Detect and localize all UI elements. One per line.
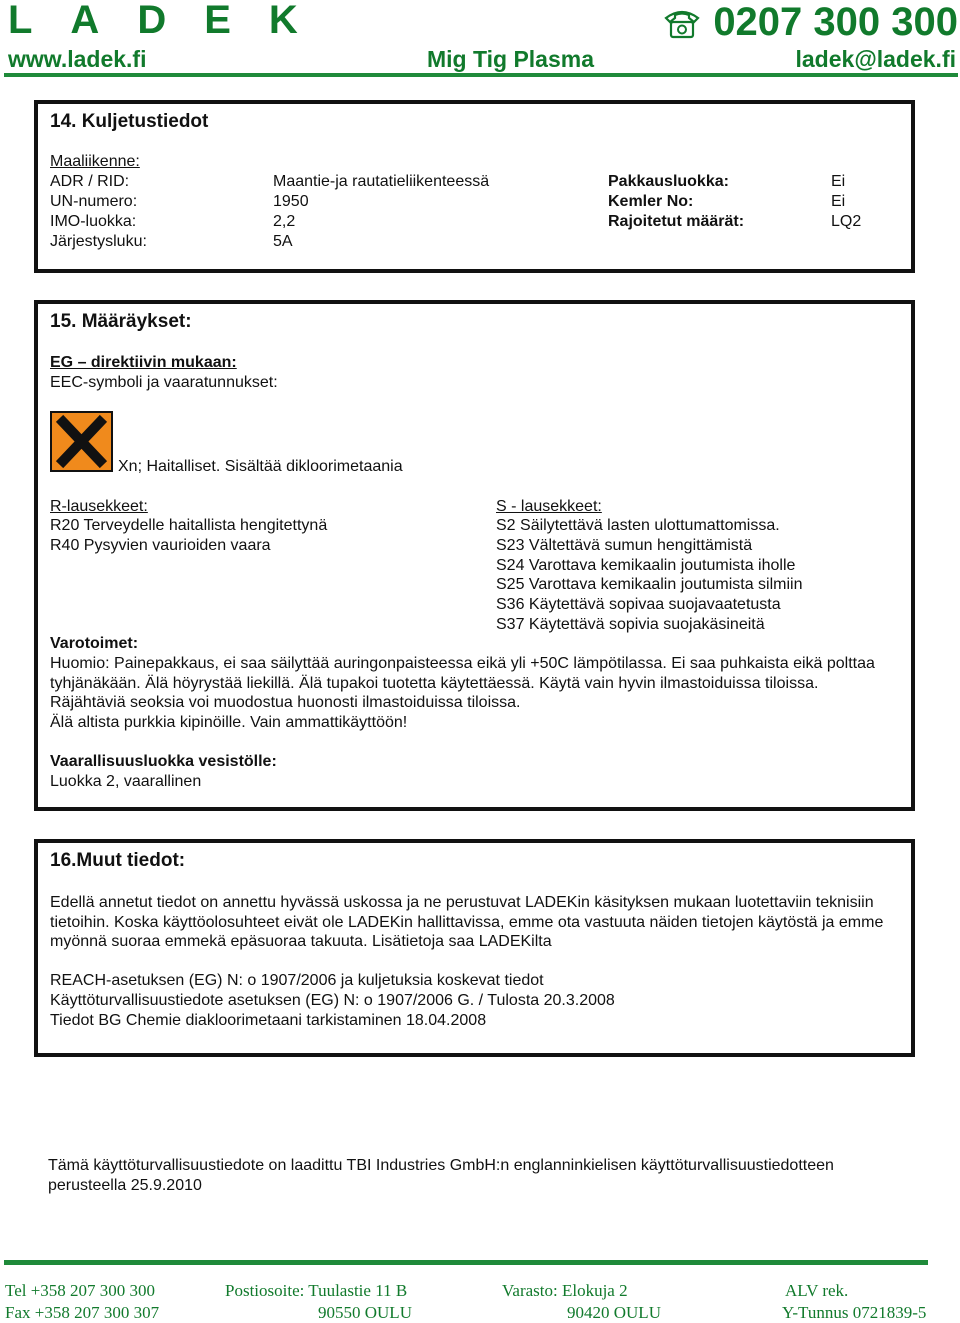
row-value2: Ei [831,193,846,210]
section-14-subheading: Maaliikenne: [50,153,140,170]
row-value: Maantie-ja rautatieliikenteessä [273,173,490,190]
footer-warehouse-address: Varasto: Elokuja 2 [502,1281,628,1300]
s-phrase: S2 Säilytettävä lasten ulottumattomissa. [496,517,780,534]
header-email[interactable]: ladek@ladek.fi [795,46,956,72]
row-value: 2,2 [273,213,296,230]
row-label: UN-numero: [50,193,138,210]
footer-business-id: Y-Tunnus 0721839-5 [782,1303,927,1322]
section-15-title: 15. Määräykset: [50,311,192,332]
s-phrases-heading: S - lausekkeet: [496,498,602,515]
precautions-heading: Varotoimet: [50,635,139,652]
s-phrase: S23 Vältettävä sumun hengittämistä [496,537,753,554]
water-hazard-text: Luokka 2, vaarallinen [50,773,202,790]
telephone-icon [663,6,701,40]
header-divider [4,73,958,77]
reference-line: Tiedot BG Chemie diakloorimetaani tarkistaminen 18.04.2008 [50,1012,487,1029]
eg-directive-heading: EG – direktiivin mukaan: [50,354,237,371]
header-website[interactable]: www.ladek.fi [8,46,147,72]
footer-vat-registration: ALV rek. [785,1281,849,1300]
row-value: 5A [273,233,293,250]
footer-divider [4,1260,928,1265]
section-16-title: 16.Muut tiedot: [50,850,186,871]
s-phrase: S37 Käytettävä sopivia suojakäsineitä [496,616,765,633]
hazard-x-symbol [50,411,113,472]
section-14-title: 14. Kuljetustiedot [50,111,209,132]
s-phrase: S36 Käytettävä sopivaa suojavaatetusta [496,596,781,613]
row-label2: Rajoitetut määrät: [608,213,745,230]
footer-tel: Tel +358 207 300 300 [5,1281,156,1300]
row-label2: Kemler No: [608,193,694,210]
row-label2: Pakkausluokka: [608,173,729,190]
row-label: ADR / RID: [50,173,130,190]
header-phone [663,0,958,45]
disclaimer-paragraph: Edellä annetut tiedot on annettu hyvässä uskossa ja ne perustuvat LADEKin käsityksen mukaan luotettaviin teknisiin tietoihin. Koska käyttöolosuhteet eivät ole LADEKin hallittavissa, emme ota vastuuta näiden tietojen käytöstä ja emme myönnä suoraa emmekä epäsuoraa takuuta. Lisätietoja saa LADEKilta [50,894,884,950]
footer-fax: Fax +358 207 300 307 [5,1303,160,1322]
r-phrases-heading: R-lausekkeet: [50,498,148,515]
eec-symbol-text: EEC-symboli ja vaaratunnukset: [50,374,278,391]
row-value2: Ei [831,173,846,190]
s-phrase: S25 Varottava kemikaalin joutumista silmiin [496,576,803,593]
header-phone-number: 0207 300 300 [713,0,958,44]
row-value: 1950 [273,193,309,210]
s-phrase: S24 Varottava kemikaalin joutumista iholle [496,557,796,574]
footer-warehouse-city: 90420 OULU [567,1303,661,1322]
source-note: Tämä käyttöturvallisuustiedote on laadittu TBI Industries GmbH:n englanninkielisen käyttöturvallisuustiedotteen perusteella 25.9.2010 [48,1157,834,1194]
row-label: IMO-luokka: [50,213,137,230]
header-tagline: Mig Tig Plasma [427,46,595,72]
r-phrase: R40 Pysyvien vaurioiden vaara [50,537,271,554]
precautions-line2: Älä altista purkkia kipinöille. Vain ammattikäyttöön! [50,714,408,731]
brand-logo-text: LADEK [8,0,336,42]
footer-postal-city: 90550 OULU [318,1303,412,1322]
reference-line: REACH-asetuksen (EG) N: o 1907/2006 ja kuljetuksia koskevat tiedot [50,972,544,989]
water-hazard-heading: Vaarallisuusluokka vesistölle: [50,753,277,770]
r-phrase: R20 Terveydelle haitallista hengitettynä [50,517,328,534]
reference-line: Käyttöturvallisuustiedote asetuksen (EG) N: o 1907/2006 G. / Tulosta 20.3.2008 [50,992,615,1009]
precautions-text: Huomio: Painepakkaus, ei saa säilyttää auringonpaisteessa eikä yli +50C lämpötilassa. Ei saa puhkaista eikä polttaa tyhjänäkään. Älä höyrystää liekillä. Älä tupakoi tuotetta käytettäessä. Käytä vain hyvin ilmastoiduissa tiloissa. Räjähtäviä seoksia voi muodostua huonosti ilmastoiduissa tiloissa. [50,655,875,711]
row-label: Järjestysluku: [50,233,147,250]
row-value2: LQ2 [831,213,862,230]
footer-postal-address: Postiosoite: Tuulastie 11 B [225,1281,408,1300]
hazard-caption: Xn; Haitalliset. Sisältää dikloorimetaania [118,458,403,475]
